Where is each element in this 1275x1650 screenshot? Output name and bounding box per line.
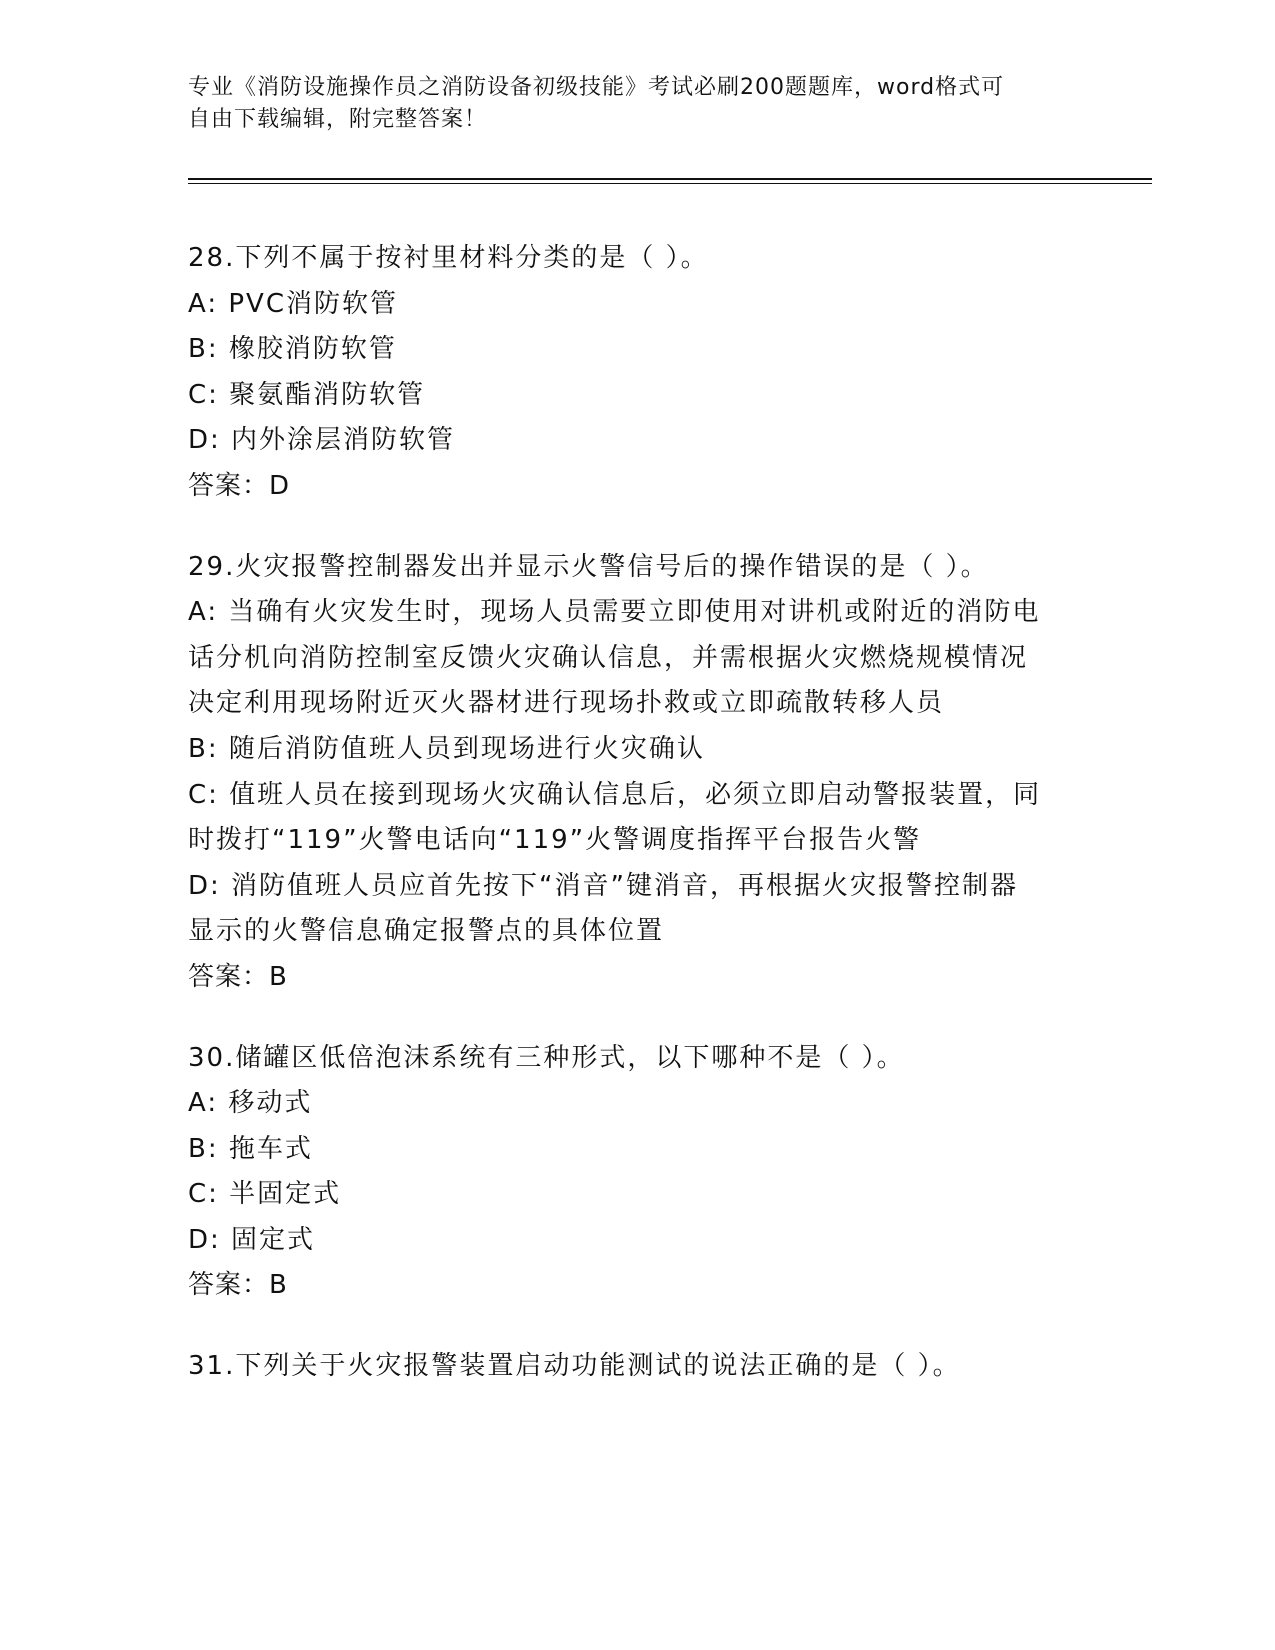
answer-option: C: 半固定式 bbox=[188, 1179, 342, 1210]
header-divider bbox=[188, 178, 1152, 180]
question-block bbox=[188, 236, 1088, 510]
answer-option: 决定利用现场附近灭火器材进行现场扑救或立即疏散转移人员 bbox=[188, 688, 945, 719]
answer-key: 答案：D bbox=[188, 470, 291, 501]
answer-option: B: 随后消防值班人员到现场进行火灾确认 bbox=[188, 733, 705, 764]
answer-option: D: 内外涂层消防软管 bbox=[188, 425, 456, 456]
question-block bbox=[188, 545, 1088, 1001]
document-header bbox=[188, 72, 1088, 136]
answer-key: 答案：B bbox=[188, 961, 288, 992]
answer-option: D: 固定式 bbox=[188, 1224, 316, 1255]
question-stem: 31.下列关于火灾报警装置启动功能测试的说法正确的是（ ）。 bbox=[188, 1351, 961, 1382]
answer-option: B: 橡胶消防软管 bbox=[188, 334, 397, 365]
header-line-1: 专业《消防设施操作员之消防设备初级技能》考试必刷200题题库，word格式可 bbox=[188, 75, 1005, 100]
question-stem: 28.下列不属于按衬里材料分类的是（ ）。 bbox=[188, 243, 709, 273]
answer-option: C: 值班人员在接到现场火灾确认信息后，必须立即启动警报装置，同 bbox=[188, 779, 1042, 810]
answer-option: D: 消防值班人员应首先按下“消音”键消音，再根据火灾报警控制器 bbox=[188, 870, 1018, 901]
answer-option: 话分机向消防控制室反馈火灾确认信息，并需根据火灾燃烧规模情况 bbox=[188, 642, 1029, 673]
answer-option: 时拨打“119”火警电话向“119”火警调度指挥平台报告火警 bbox=[188, 825, 922, 856]
answer-key: 答案：B bbox=[188, 1270, 288, 1301]
question-list bbox=[188, 236, 1088, 1425]
answer-option: 显示的火警信息确定报警点的具体位置 bbox=[188, 916, 665, 947]
answer-option: C: 聚氨酯消防软管 bbox=[188, 379, 426, 410]
question-block bbox=[188, 1344, 1088, 1390]
question-block bbox=[188, 1036, 1088, 1310]
header-divider-thin bbox=[188, 183, 1152, 184]
question-stem: 29.火灾报警控制器发出并显示火警信号后的操作错误的是（ ）。 bbox=[188, 551, 989, 582]
question-stem: 30.储罐区低倍泡沫系统有三种形式，以下哪种不是（ ）。 bbox=[188, 1042, 905, 1073]
header-line-2: 自由下载编辑，附完整答案！ bbox=[188, 107, 488, 132]
answer-option: A: PVC消防软管 bbox=[188, 288, 398, 319]
answer-option: B: 拖车式 bbox=[188, 1133, 313, 1164]
answer-option: A: 移动式 bbox=[188, 1088, 313, 1119]
answer-option: A: 当确有火灾发生时，现场人员需要立即使用对讲机或附近的消防电 bbox=[188, 597, 1041, 628]
